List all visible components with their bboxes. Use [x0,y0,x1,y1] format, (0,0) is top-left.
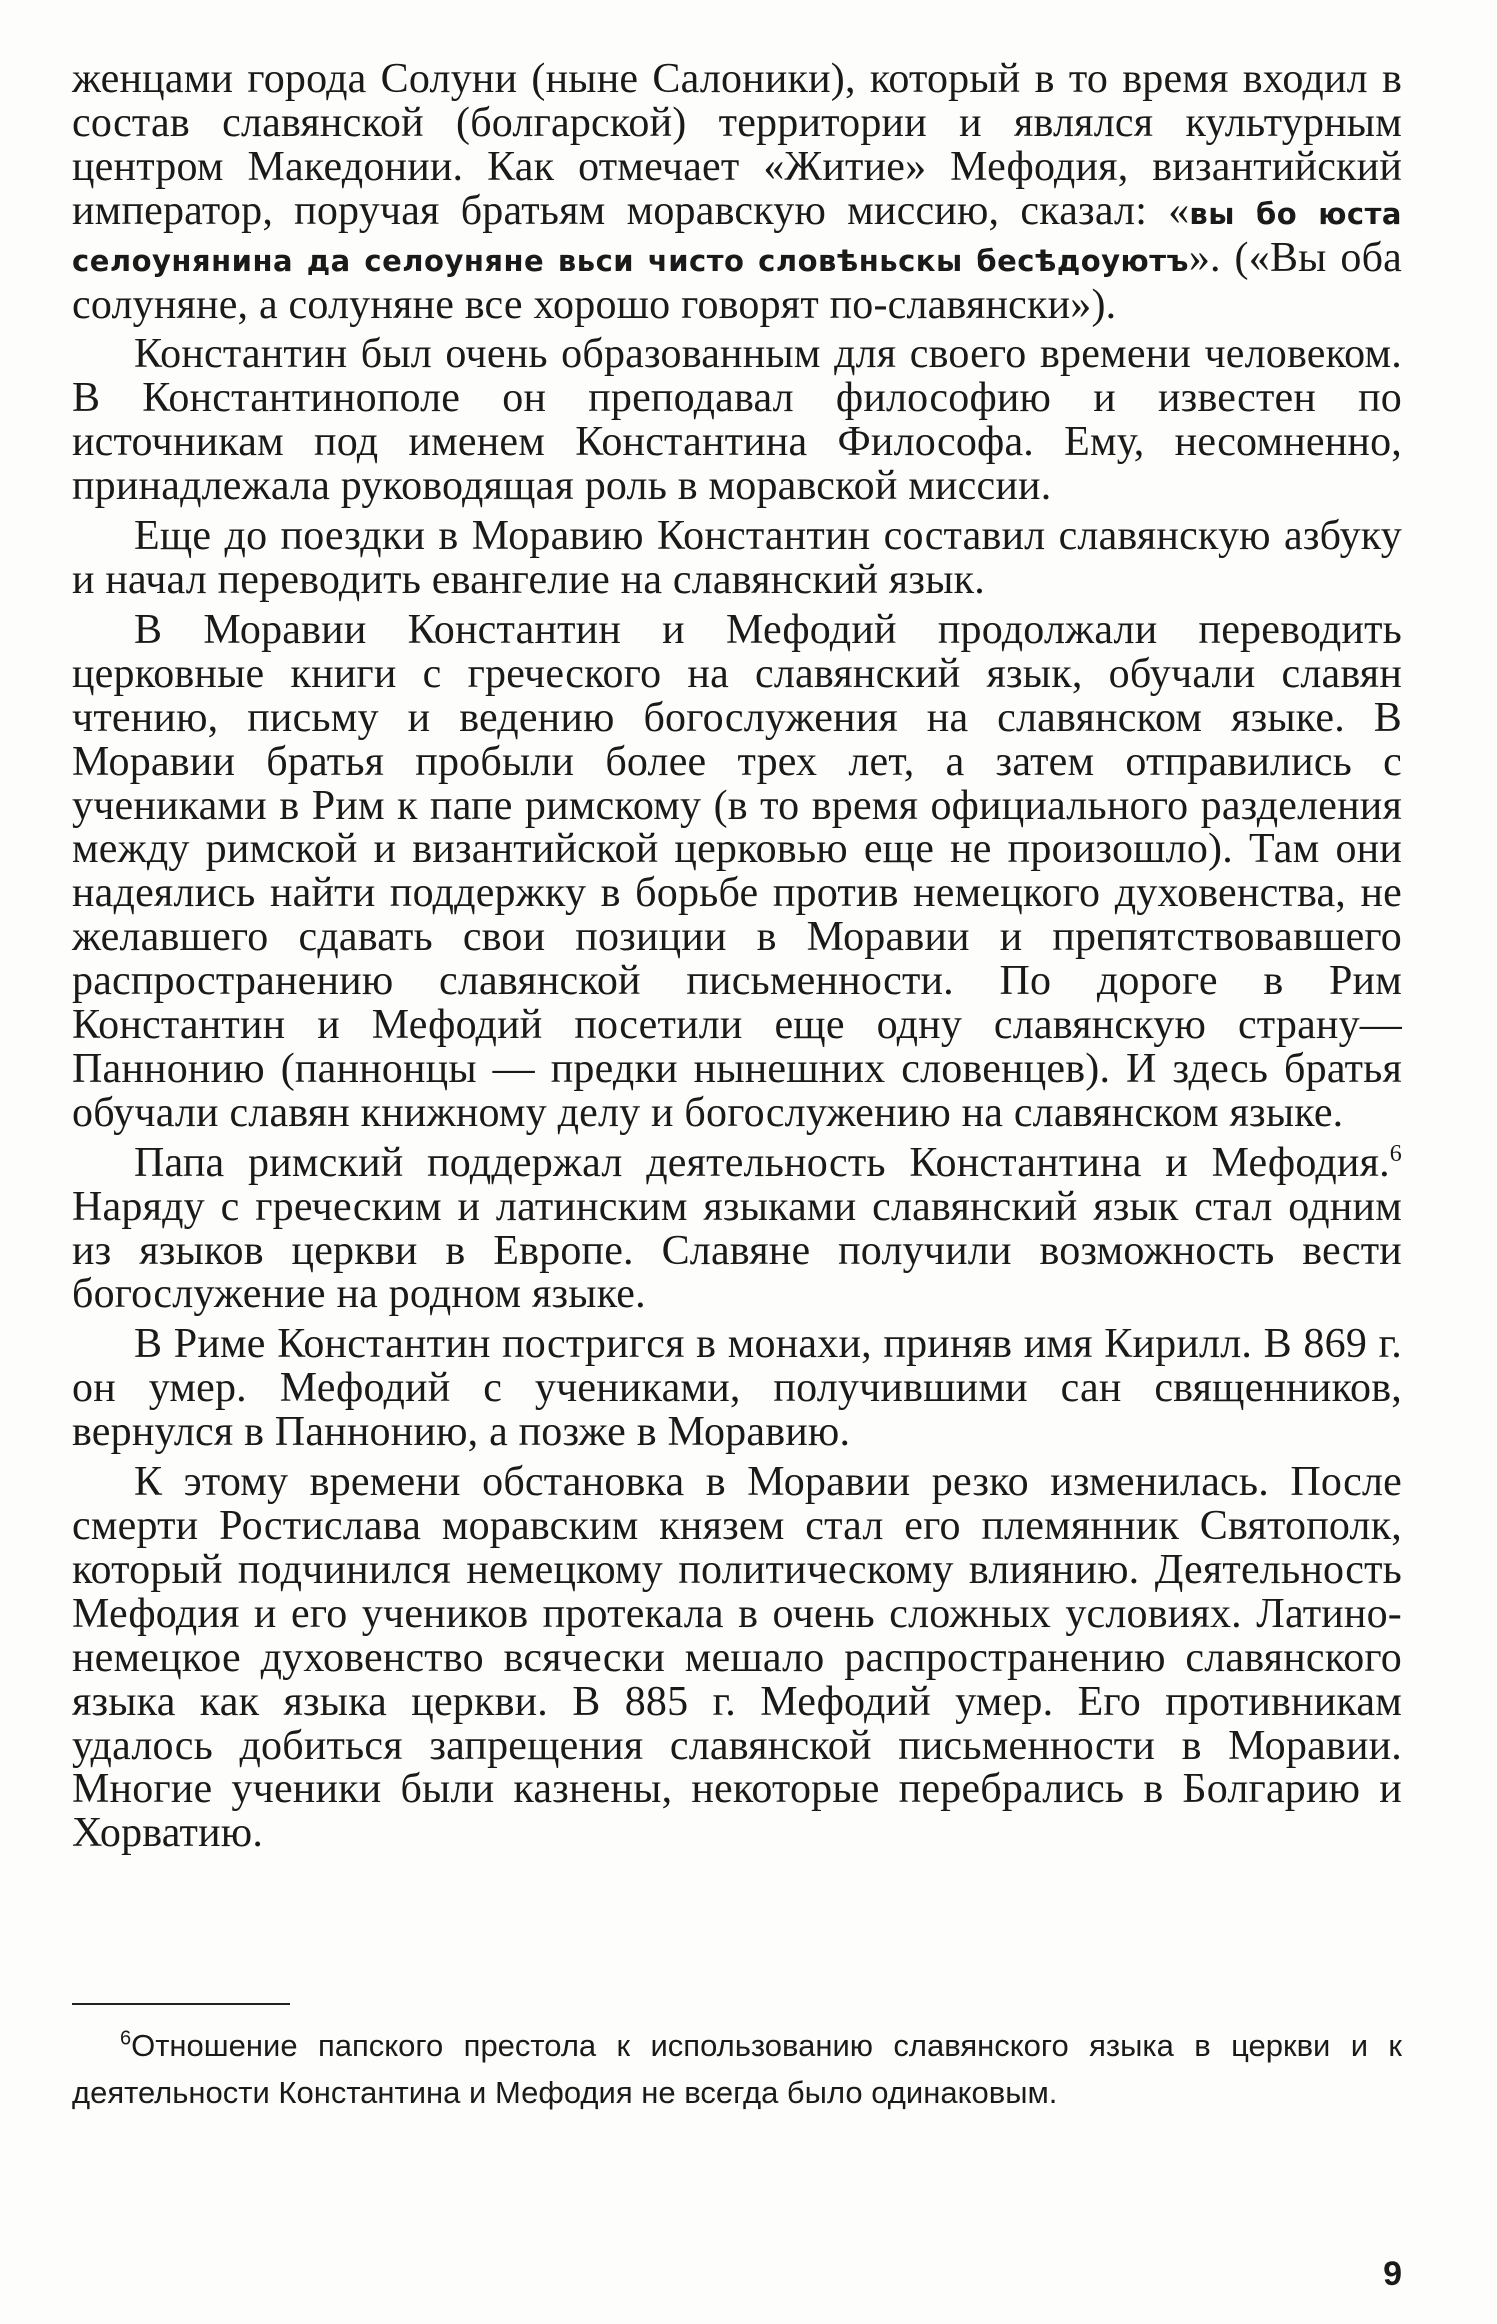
footnote [72,2022,1402,2116]
paragraph-5-text-before: Папа римский поддержал деятельность Константина и Мефодия. [134,1139,1390,1186]
paragraph-5 [72,1139,1402,1318]
main-text [72,58,1402,1862]
footnote-mark: 6 [120,2027,132,2050]
footnote-reference: 6 [1389,1140,1402,1167]
footnote-text: Отношение папского престола к использованию славянского языка в церкви и к деятельности Константина и Мефодия не всегда было одинаковым. [72,2028,1402,2110]
paragraph-7: К этому времени обстановка в Моравии резко изменилась. После смерти Ростислава моравским князем стал его племянник Святополк, который подчинился немецкому политическому влиянию. Деятельность Мефодия и его учеников протекала в очень сложных условиях. Латино-немецкое духовенство всячески мешало распространению славянского языка как языка церкви. В 885 г. Мефодий умер. Его противникам удалось добиться запрещения славянской письменности в Моравии. Многие ученики были казнены, некоторые перебрались в Болгарию и Хорватию. [72,1459,1402,1857]
paragraph-6: В Риме Константин постригся в монахи, приняв имя Кирилл. В 869 г. он умер. Мефодий с учениками, получившими сан священников, вернулся в Паннонию, а позже в Моравию. [72,1321,1402,1456]
paragraph-2: Константин был очень образованным для своего времени человеком. В Константинополе он преподавал философию и известен по источникам под именем Константина Философа. Ему, несомненно, принадлежала руководящая роль в моравской миссии. [72,331,1402,510]
old-slavonic-quote: вы бо юста селоунянина да селоуняне вьси чисто словѣньскы бесѣдоуютъ [72,196,1403,278]
paragraph-1-text-before: женцами города Солуни (ныне Салоники), который в то время входил в состав славянской (болгарской) территории и являлся культурным центром Македонии. Как отмечает «Житие» Мефодия, византийский император, поручая братьям моравскую миссию, сказал: « [72,56,1402,234]
paragraph-4: В Моравии Константин и Мефодий продолжали переводить церковные книги с греческого на славянский язык, обучали славян чтению, письму и ведению богослужения на славянском языке. В Моравии братья пробыли более трех лет, а затем отправились с учениками в Рим к папе римскому (в то время официального разделения между римской и византийской церковью еще не произошло). Там они надеялись найти поддержку в борьбе против немецкого духовенства, не желавшего сдавать свои позиции в Моравии и препятствовавшего распространению славянской письменности. По дороге в Рим Константин и Мефодий посетили еще одну славянскую страну—Паннонию (паннонцы — предки нынешних словенцев). И здесь братья обучали славян книжному делу и богослужению на славянском языке. [72,606,1402,1136]
paragraph-5-text-after: Наряду с греческим и латинским языками славянский язык стал одним из языков церкви в Европе. Славяне получили возможность вести богослужение на родном языке. [72,1183,1402,1318]
paragraph-3: Еще до поездки в Моравию Константин составил славянскую азбуку и начал переводить евангелие на славянский язык. [72,513,1402,603]
paragraph-1-text-after: ». («Вы оба солуняне, а солуняне все хорошо говорят по-славянски»). [72,234,1402,328]
page-number: 9 [1383,2255,1402,2293]
paragraph-1 [72,58,1402,327]
footnote-divider [72,2003,290,2005]
